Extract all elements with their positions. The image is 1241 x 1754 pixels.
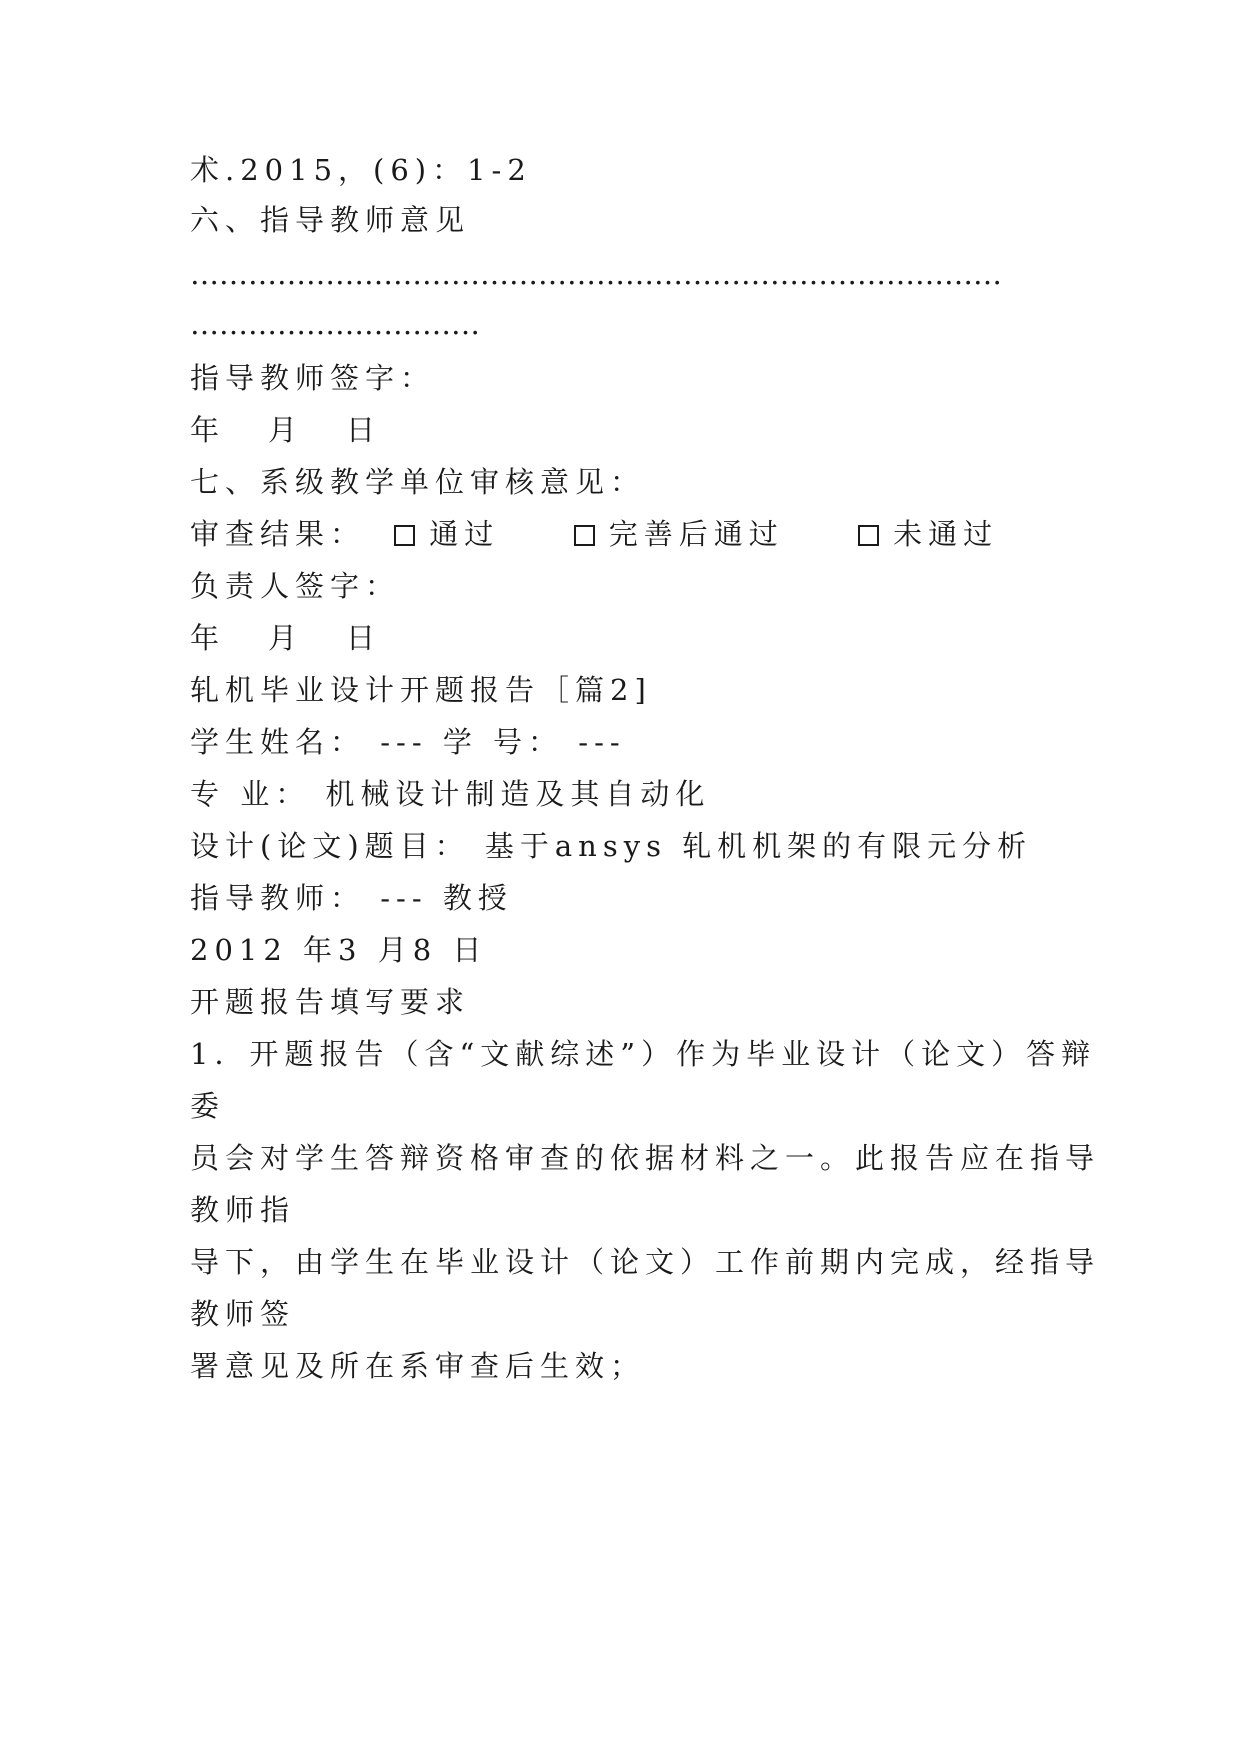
requirements-heading: 开题报告填写要求 [190, 985, 471, 1019]
requirement-text-line: 1．开题报告（含“文献综述”）作为毕业设计（论文）答辩 [190, 1037, 1097, 1071]
date-placeholder: 年 月 日 [190, 621, 386, 655]
review-result-label: 审查结果： [190, 517, 366, 551]
review-option-pass[interactable] [394, 516, 499, 552]
requirement-text-line: 委 [190, 1089, 226, 1123]
requirement-text-line: 导下，由学生在毕业设计（论文）工作前期内完成，经指导 [190, 1245, 1101, 1279]
topic-line: 设计(论文)题目： 基于ansys 轧机机架的有限元分析 [190, 829, 1033, 863]
date-line: 2012 年3 月8 日 [190, 933, 488, 967]
date-placeholder: 年 月 日 [190, 413, 386, 447]
checkbox[interactable] [574, 525, 595, 546]
requirement-text-line: 署意见及所在系审查后生效； [190, 1349, 646, 1383]
review-option-pass-after-revision[interactable] [574, 516, 784, 552]
dotted-fill-line: ………………………………………………………………………… [190, 257, 1002, 291]
student-info-line: 学生姓名： --- 学 号： --- [190, 725, 626, 759]
advisor-line: 指导教师： --- 教授 [190, 881, 513, 915]
requirement-text-line: 教师指 [190, 1193, 296, 1227]
option-label: 通过 [429, 517, 500, 551]
dotted-fill-line-short: ………………………… [190, 307, 480, 341]
section-heading-department-review: 七、系级教学单位审核意见： [190, 465, 646, 499]
advisor-signature-label: 指导教师签字： [190, 361, 436, 395]
responsible-signature-label: 负责人签字： [190, 569, 401, 603]
requirement-text-line: 员会对学生答辩资格审查的依据材料之一。此报告应在指导 [190, 1141, 1101, 1175]
report-title: 轧机毕业设计开题报告［篇2] [190, 673, 652, 707]
option-label: 完善后通过 [608, 517, 784, 551]
section-heading-advisor-opinion: 六、指导教师意见 [190, 203, 471, 237]
checkbox[interactable] [858, 525, 879, 546]
requirement-text-line: 教师签 [190, 1297, 296, 1331]
review-option-fail[interactable] [858, 516, 998, 552]
reference-tail: 术.2015，(6)：1-2 [190, 153, 532, 187]
checkbox[interactable] [394, 525, 415, 546]
review-result-row [190, 516, 998, 552]
option-label: 未通过 [893, 517, 999, 551]
major-line: 专 业： 机械设计制造及其自动化 [190, 777, 711, 811]
